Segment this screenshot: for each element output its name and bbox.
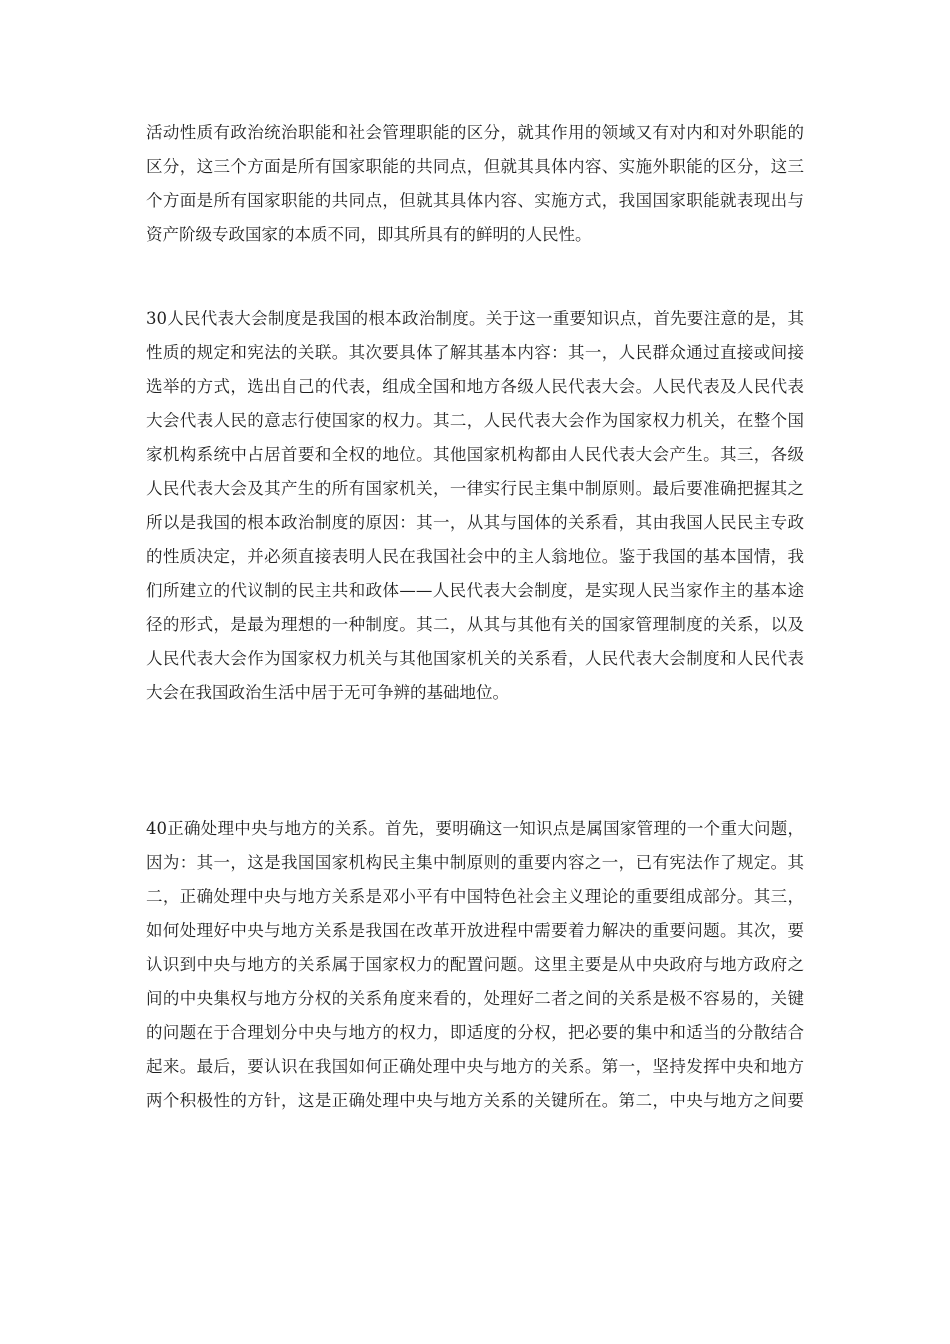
- paragraph-line: 如何处理好中央与地方关系是我国在改革开放进程中需要着力解决的重要问题。其次，要: [146, 921, 804, 940]
- paragraph-line: 因为：其一，这是我国国家机构民主集中制原则的重要内容之一，已有宪法作了规定。其: [146, 853, 804, 872]
- paragraph-line: 的问题在于合理划分中央与地方的权力，即适度的分权，把必要的集中和适当的分散结合: [146, 1023, 804, 1042]
- paragraph-line: 两个积极性的方针，这是正确处理中央与地方关系的关键所在。第二，中央与地方之间要: [146, 1091, 804, 1110]
- paragraph-line: 的性质决定，并必须直接表明人民在我国社会中的主人翁地位。鉴于我国的基本国情，我: [146, 547, 804, 566]
- paragraph-central-local-relations: [146, 812, 804, 1118]
- paragraph-line: 选举的方式，选出自己的代表，组成全国和地方各级人民代表大会。人民代表及人民代表: [146, 377, 804, 396]
- paragraph-line: 40正确处理中央与地方的关系。首先，要明确这一知识点是属国家管理的一个重大问题，: [146, 819, 804, 838]
- paragraph-state-functions: [146, 116, 804, 252]
- paragraph-line: 性质的规定和宪法的关联。其次要具体了解其基本内容：其一，人民群众通过直接或间接: [146, 343, 804, 362]
- paragraph-line: 个方面是所有国家职能的共同点，但就其具体内容、实施方式，我国国家职能就表现出与: [146, 191, 804, 210]
- paragraph-line: 大会在我国政治生活中居于无可争辨的基础地位。: [146, 683, 509, 702]
- paragraph-line: 所以是我国的根本政治制度的原因：其一，从其与国体的关系看，其由我国人民民主专政: [146, 513, 804, 532]
- paragraph-line: 二，正确处理中央与地方关系是邓小平有中国特色社会主义理论的重要组成部分。其三，: [146, 887, 804, 906]
- paragraph-line: 起来。最后，要认识在我国如何正确处理中央与地方的关系。第一，坚持发挥中央和地方: [146, 1057, 804, 1076]
- paragraph-line: 区分，这三个方面是所有国家职能的共同点，但就其具体内容、实施外职能的区分，这三: [146, 157, 804, 176]
- paragraph-line: 们所建立的代议制的民主共和政体——人民代表大会制度，是实现人民当家作主的基本途: [146, 581, 804, 600]
- paragraph-line: 活动性质有政治统治职能和社会管理职能的区分，就其作用的领域又有对内和对外职能的: [146, 123, 804, 142]
- paragraph-line: 30人民代表大会制度是我国的根本政治制度。关于这一重要知识点，首先要注意的是，其: [146, 309, 804, 328]
- paragraph-line: 人民代表大会作为国家权力机关与其他国家机关的关系看，人民代表大会制度和人民代表: [146, 649, 804, 668]
- paragraph-line: 大会代表人民的意志行使国家的权力。其二，人民代表大会作为国家权力机关，在整个国: [146, 411, 804, 430]
- paragraph-line: 家机构系统中占居首要和全权的地位。其他国家机构都由人民代表大会产生。其三，各级: [146, 445, 804, 464]
- paragraph-line: 资产阶级专政国家的本质不同，即其所具有的鲜明的人民性。: [146, 225, 592, 244]
- paragraph-peoples-congress: [146, 302, 804, 710]
- paragraph-line: 间的中央集权与地方分权的关系角度来看的，处理好二者之间的关系是极不容易的，关键: [146, 989, 804, 1008]
- paragraph-line: 径的形式，是最为理想的一种制度。其二，从其与其他有关的国家管理制度的关系，以及: [146, 615, 804, 634]
- paragraph-line: 人民代表大会及其产生的所有国家机关，一律实行民主集中制原则。最后要准确把握其之: [146, 479, 804, 498]
- paragraph-line: 认识到中央与地方的关系属于国家权力的配置问题。这里主要是从中央政府与地方政府之: [146, 955, 804, 974]
